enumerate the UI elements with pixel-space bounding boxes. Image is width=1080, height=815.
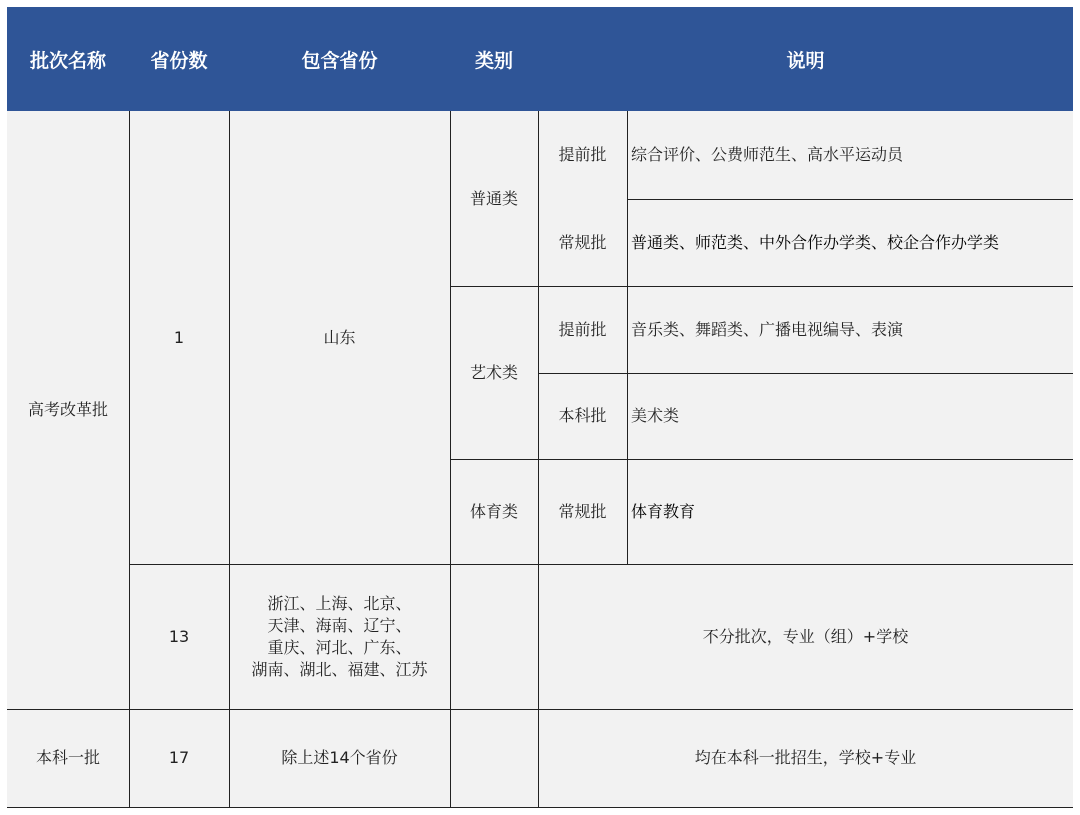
sports-regular-desc: 体育教育 bbox=[631, 501, 696, 521]
header-category: 类别 bbox=[474, 49, 513, 72]
shandong-province: 山东 bbox=[323, 327, 356, 347]
province-line: 天津、海南、辽宁、 bbox=[267, 615, 412, 635]
category-art: 艺术类 bbox=[469, 362, 518, 382]
table-body bbox=[7, 111, 1073, 808]
art-undergrad-batch: 本科批 bbox=[558, 406, 607, 425]
general-advance-desc: 综合评价、公费师范生、高水平运动员 bbox=[631, 145, 904, 164]
first-batch-count: 17 bbox=[168, 748, 190, 767]
others-count: 13 bbox=[168, 626, 190, 646]
others-provinces bbox=[229, 564, 450, 709]
shandong-count: 1 bbox=[173, 327, 185, 347]
header-provinces: 包含省份 bbox=[301, 49, 378, 72]
first-batch-name: 本科一批 bbox=[35, 748, 100, 767]
table-header bbox=[7, 7, 1073, 111]
general-regular-desc: 普通类、师范类、中外合作办学类、校企合作办学类 bbox=[631, 232, 1000, 252]
general-regular-batch: 常规批 bbox=[558, 232, 607, 252]
category-sports: 体育类 bbox=[469, 501, 518, 521]
art-undergrad-desc: 美术类 bbox=[631, 406, 680, 425]
header-description: 说明 bbox=[786, 49, 825, 72]
general-advance-batch: 提前批 bbox=[558, 145, 607, 164]
header-batch-name: 批次名称 bbox=[29, 49, 106, 72]
others-desc: 不分批次，专业（组）+学校 bbox=[702, 626, 909, 646]
first-batch-desc: 均在本科一批招生，学校+专业 bbox=[694, 748, 917, 767]
first-batch-province: 除上述14个省份 bbox=[281, 748, 398, 767]
province-line: 湖南、湖北、福建、江苏 bbox=[251, 659, 428, 679]
province-line: 浙江、上海、北京、 bbox=[267, 593, 412, 613]
reform-batch-name: 高考改革批 bbox=[27, 400, 108, 419]
category-general: 普通类 bbox=[469, 188, 518, 208]
province-line: 重庆、河北、广东、 bbox=[267, 637, 412, 657]
sports-regular-batch: 常规批 bbox=[558, 501, 607, 521]
h-line bbox=[7, 807, 1073, 808]
header-province-count: 省份数 bbox=[150, 49, 208, 72]
art-advance-batch: 提前批 bbox=[558, 319, 607, 339]
art-advance-desc: 音乐类、舞蹈类、广播电视编导、表演 bbox=[631, 319, 904, 339]
